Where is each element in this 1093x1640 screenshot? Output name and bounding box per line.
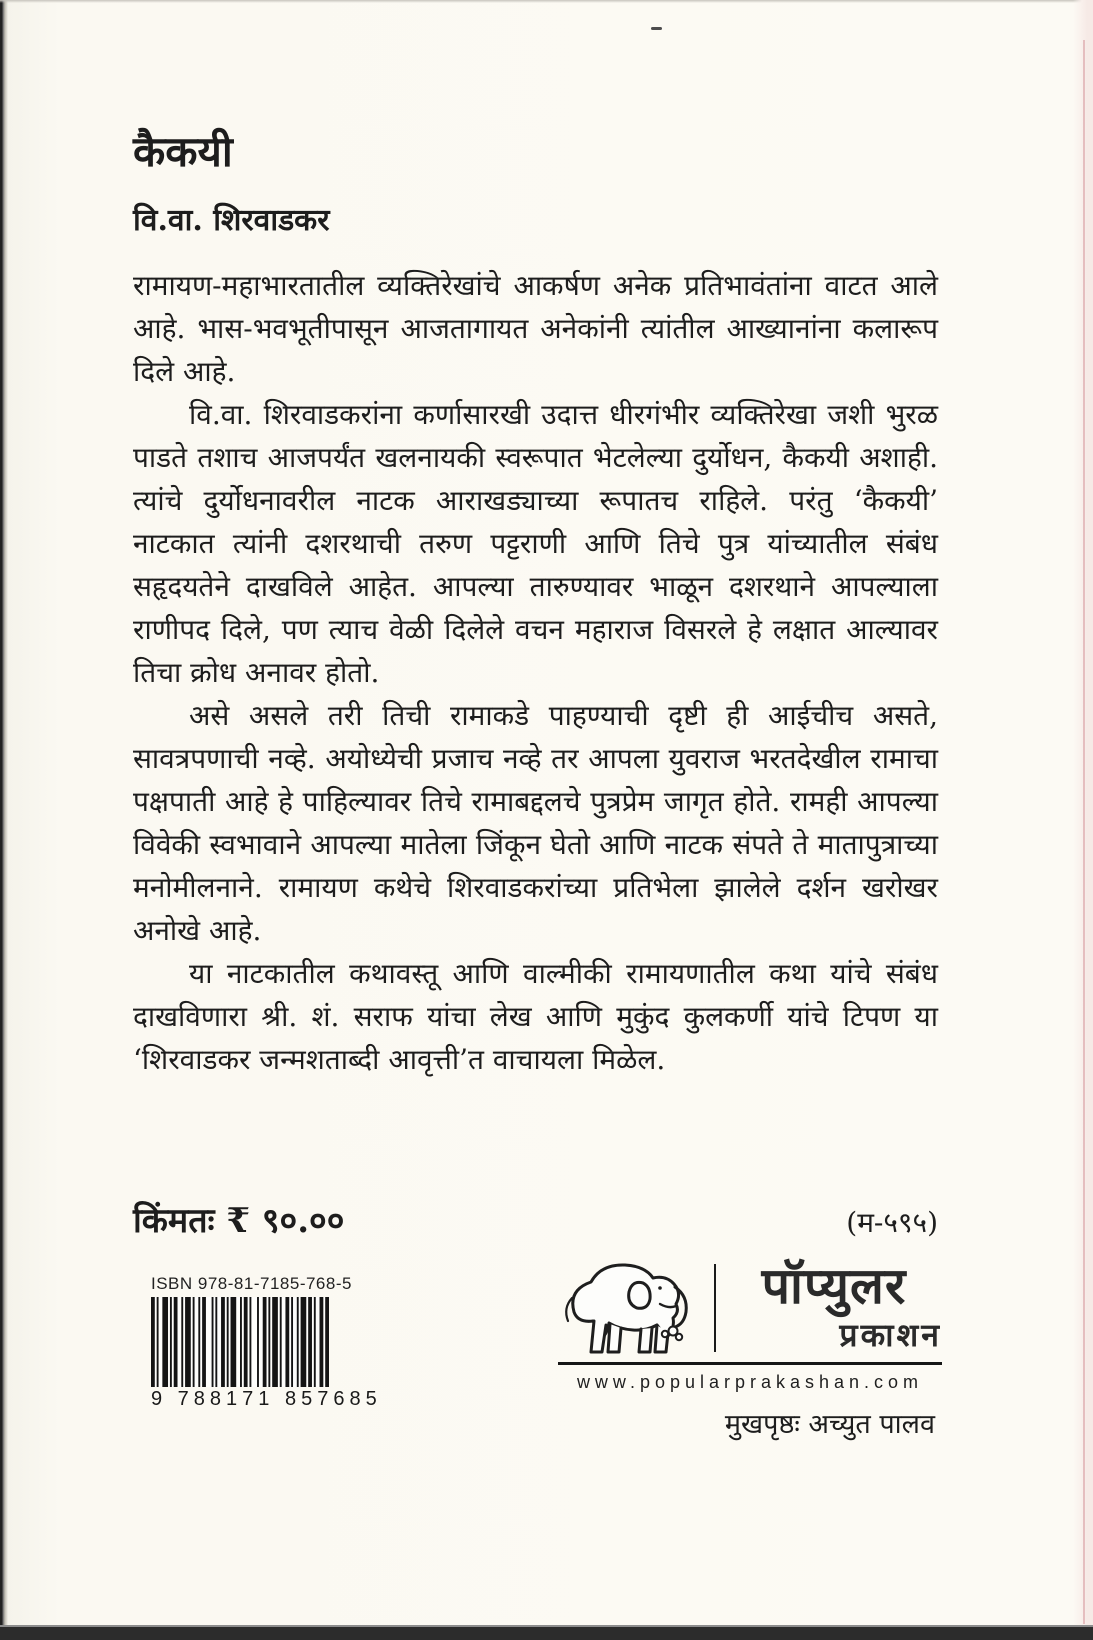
series-code: (म-५९५) <box>846 1206 938 1239</box>
publisher-name-top: पॉप्युलर <box>761 1256 907 1315</box>
logo-divider <box>714 1264 716 1352</box>
publisher-rule <box>558 1362 942 1365</box>
page-edge-bottom <box>0 1627 1093 1640</box>
page-edge-top <box>0 0 1093 3</box>
scan-mark <box>651 27 662 30</box>
barcode-number: 9 788171 857685 <box>151 1388 382 1410</box>
price-label: किंमतः ₹ ९०.०० <box>133 1201 345 1241</box>
barcode <box>151 1297 329 1387</box>
book-author: वि.वा. शिरवाडकर <box>133 203 330 238</box>
publisher-name-bottom: प्रकाशन <box>839 1316 942 1354</box>
blurb-paragraph: असे असले तरी तिची रामाकडे पाहण्याची दृष्टी ही आईचीच असते, सावत्रपणाची नव्हे. अयोध्येची प्रजाच नव्हे तर आपला युवराज भरतदेखील रामाचा पक्षपाती आहे हे पाहिल्यावर तिचे रामाबद्दलचे पुत्रप्रेम जागृत होते. रामही आपल्या विवेकी स्वभावाने आपल्या मातेला जिंकून घेतो आणि नाटक संपते ते मातापुत्राच्या मनोमीलनाने. रामायण कथेचे शिरवाडकरांच्या प्रतिभेला झालेले दर्शन खरोखर अनोखे आहे. <box>133 699 938 947</box>
book-title: कैकयी <box>133 127 233 176</box>
blurb-paragraph: रामायण-महाभारतातील व्यक्तिरेखांचे आकर्षण अनेक प्रतिभावंतांना वाटत आले आहे. भास-भवभूतीपासून आजतागायत अनेकांनी त्यांतील आख्यानांना कलारूप दिले आहे. <box>133 269 938 388</box>
cover-credit: मुखपृष्ठः अच्युत पालव <box>724 1409 935 1440</box>
isbn-block <box>151 1274 382 1411</box>
publisher-name <box>726 1256 942 1356</box>
blurb-paragraph: वि.वा. शिरवाडकरांना कर्णासारखी उदात्त धीरगंभीर व्यक्तिरेखा जशी भुरळ पाडते तशाच आजपर्यंत खलनायकी स्वरूपात भेटलेल्या दुर्योधन, कैकयी अशाही. त्यांचे दुर्योधनावरील नाटक आराखड्याच्या रूपातच राहिले. परंतु ‘कैकयी’ नाटकात त्यांनी दशरथाची तरुण पट्टराणी आणि तिचे पुत्र यांच्यातील संबंध सहृदयतेने दाखविले आहेत. आपल्या तारुण्यावर भाळून दशरथाने आपल्याला राणीपद दिले, पण त्याच वेळी दिलेले वचन महाराज विसरले हे लक्षात आल्यावर तिचा क्रोध अनावर होतो. <box>133 398 938 689</box>
price-row <box>133 1196 938 1242</box>
back-cover-blurb <box>133 264 938 1081</box>
page-edge-right-line <box>1083 40 1085 1624</box>
publisher-logo-row <box>558 1252 942 1356</box>
publisher-website: www.popularprakashan.com <box>576 1372 924 1392</box>
elephant-icon <box>558 1252 710 1356</box>
isbn-label: ISBN 978-81-7185-768-5 <box>151 1274 352 1293</box>
blurb-paragraph: या नाटकातील कथावस्तू आणि वाल्मीकी रामायणातील कथा यांचे संबंध दाखविणारा श्री. शं. सराफ यांचा लेख आणि मुकुंद कुलकर्णी यांचे टिपण या ‘शिरवाडकर जन्मशताब्दी आवृत्ती’त वाचायला मिळेल. <box>133 957 938 1076</box>
publisher-block <box>558 1252 942 1393</box>
page-edge-left <box>0 0 8 1640</box>
